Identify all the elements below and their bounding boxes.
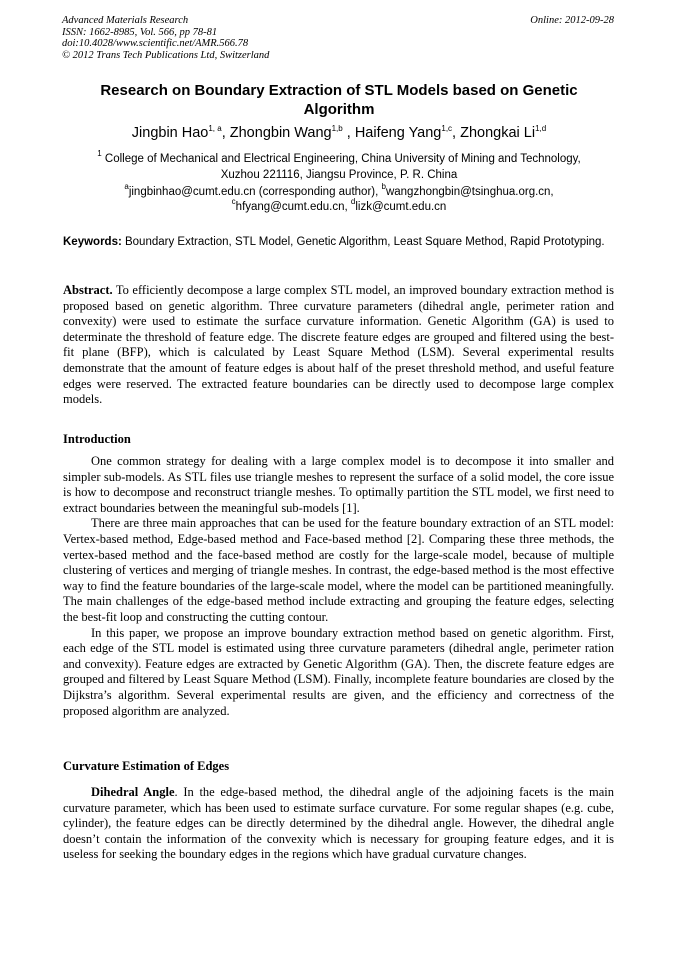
author-name: Zhongkai Li <box>460 125 536 141</box>
dihedral-angle-text: . In the edge-based method, the dihedral angle of the adjoining facets is the main curvature parameter, which has been used to estimate surface curvature. For some regular shapes (e.g. cube, cylinder), the feature edges can be directly determined by the dihedral angle. However, the dihedral angle doesn’t contain the information of the convexity which is necessary for grouping feature edges, and it is useless for seeking the boundary edges in the regions which have gradual curvature changes. <box>63 785 614 862</box>
affiliation-line-1: College of Mechanical and Electrical Engineering, China University of Mining and Technology, <box>104 153 581 165</box>
author-emails <box>60 182 618 215</box>
copyright: © 2012 Trans Tech Publications Ltd, Switzerland <box>62 49 270 61</box>
author-sup: 1, a <box>208 124 222 133</box>
online-date: Online: 2012-09-28 <box>530 15 614 26</box>
email-b: wangzhongbin@tsinghua.org.cn, <box>385 186 554 198</box>
abstract <box>63 283 614 408</box>
abstract-text: To efficiently decompose a large complex STL model, an improved boundary extraction method is proposed based on genetic algorithm. Three curvature parameters (dihedral angle, perimeter ration and convexity) were used to estimate the surface curvature information. Genetic Algorithm (GA) is used to determinate the threshold of feature edge. The discrete feature edges are grouped and filtered using the best-fit plane (BFP), which is calculated by Least Square Method (LSM). Several experimental results demonstrate that the amount of feature edges is about half of the preset threshold method, and useful feature edges were reserved. The extracted feature boundaries can be directly used to decompose large complex models. <box>63 283 614 407</box>
journal-meta <box>62 15 614 61</box>
curvature-body <box>63 785 614 863</box>
dihedral-angle-label: Dihedral Angle <box>91 785 175 799</box>
section-heading-introduction: Introduction <box>63 432 131 446</box>
email-c: hfyang@cumt.edu.cn, <box>235 201 351 213</box>
author-name: Haifeng Yang <box>354 125 442 141</box>
paragraph: There are three main approaches that can be used for the feature boundary extraction of an STL model: Vertex-based method, Edge-based method and Face-based method [2]. Comparing these three methods, the vertex-based method and the face-based method are costly for the large-scale model, because of multiple clustering of vertices and merging of triangle meshes. In contrast, the edge-based method is the most effective way to find the feature boundaries of the large-scale model, where the model can be partitioned meaningfully. The main challenges of the edge-based method include extracting and grouping the feature edges, selecting the best-fit loop and constructing the cutting contour. <box>63 516 614 624</box>
author-sep: , <box>221 125 230 141</box>
doi: doi:10.4028/www.scientific.net/AMR.566.78 <box>62 38 249 49</box>
email-d: lizk@cumt.edu.cn <box>355 201 447 213</box>
author-sep: , <box>342 125 355 141</box>
author-sup: 1,d <box>535 124 547 133</box>
author-name: Jingbin Hao <box>131 125 209 141</box>
email-sup: a <box>124 182 129 191</box>
email-sup: c <box>231 197 236 206</box>
keywords-text: Boundary Extraction, STL Model, Genetic Algorithm, Least Square Method, Rapid Prototyping. <box>121 236 605 248</box>
journal-name: Advanced Materials Research <box>62 15 189 26</box>
keywords-label: Keywords: <box>63 236 122 248</box>
issn: ISSN: 1662-8985, Vol. 566, pp 78-81 <box>62 26 218 38</box>
paragraph <box>63 785 614 863</box>
paragraph: In this paper, we propose an improve boundary extraction method based on genetic algorithm. First, each edge of the STL model is estimated using three curvature parameters (dihedral angle, perimeter ration and convexity). Feature edges are extracted by Genetic Algorithm (GA). Then, the discrete feature edges are grouped and filtered by Least Square Method (LSM). Finally, incomplete feature boundaries are closed by the Dijkstra’s algorithm. Several experimental results are given, and the efficiency and correctness of the proposed algorithm are analyzed. <box>63 625 614 718</box>
author-sup: 1,c <box>441 124 453 133</box>
author-name: Zhongbin Wang <box>229 125 332 141</box>
email-sup: d <box>350 197 356 206</box>
introduction-body <box>63 454 614 719</box>
paper-title <box>60 81 618 119</box>
affiliation-sup: 1 <box>97 149 102 158</box>
paragraph: One common strategy for dealing with a large complex model is to decompose it into smaller and simpler sub-models. As STL files use triangle meshes to represent the surface of a solid model, the core issue is how to decompose and reconstruct triangle meshes. To optimally partition the STL model, we first need to extract boundaries between the meaningful sub-models [1]. <box>63 454 614 515</box>
affiliation-line-2: Xuzhou 221116, Jiangsu Province, P. R. China <box>220 169 458 181</box>
section-heading-curvature: Curvature Estimation of Edges <box>63 759 230 773</box>
email-a: jingbinhao@cumt.edu.cn (corresponding author), <box>128 186 382 198</box>
author-sup: 1,b <box>331 124 343 133</box>
authors <box>60 124 618 142</box>
title-line-2: Algorithm <box>303 101 375 118</box>
author-sep: , <box>452 125 461 141</box>
abstract-label: Abstract. <box>63 283 113 297</box>
title-line-1: Research on Boundary Extraction of STL Models based on Genetic <box>100 82 578 99</box>
affiliation <box>60 151 618 183</box>
email-sup: b <box>381 182 386 191</box>
keywords <box>63 235 614 251</box>
